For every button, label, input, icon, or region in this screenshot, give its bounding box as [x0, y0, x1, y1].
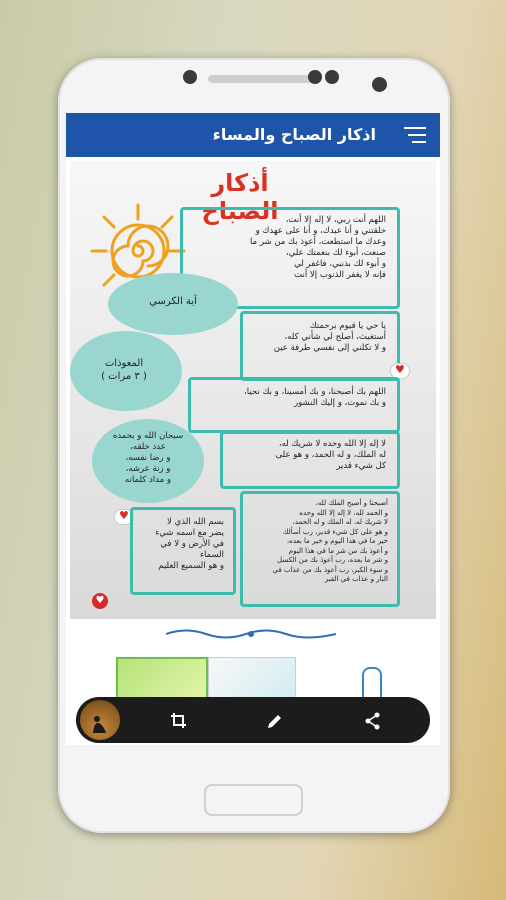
share-icon[interactable]	[364, 712, 382, 730]
dhikr-text-2: يا حي يا قيوم برحمتك أستغيث، أصلح لي شأني كله، و لا تكلني إلى نفسي طرفة عين	[273, 321, 386, 353]
poster-title: أذكار الصباح	[201, 169, 279, 225]
phone-speaker	[208, 75, 320, 83]
dhikr-text-1: اللهم أنت ربي، لا إله إلا أنت، خلقتني و أنا عبدك، و أنا على عهدك و وعدك ما استطعت، أعوذ بك من شر ما صنعت، أبوء لك بنعمتك علي، و أبوء لك بذنبي، فاغفر لي فإنه لا يغفر الذنوب إلا أنت	[249, 215, 386, 280]
dhikr-text-4: لا إله إلا الله وحده لا شريك له، له الملك، و له الحمد، و هو على كل شيء قدير	[275, 439, 386, 471]
ornament-divider	[166, 627, 336, 641]
dhikr-text-6: أصبحنا و أصبح الملك لله، و الحمد لله، لا إله إلا الله وحده لا شريك له، له الملك و له الحمد، و هو على كل شيء قدير، رب أسألك خير ما في هذا اليوم و خير ما بعده، و أعوذ بك من شر ما في هذا اليوم و شر ما بعده، رب أعوذ بك من الكسل و سوء الكبر، رب أعوذ بك من عذاب في النار و عذاب في القبر	[272, 499, 388, 583]
phone-camera	[183, 70, 197, 84]
app-screen	[66, 113, 440, 745]
dhikr-text-5: بسم الله الذي لا يضر مع اسمه شيء في الأرض و لا في السماء و هو السميع العليم	[155, 517, 224, 571]
favorite-heart-icon[interactable]: ♥	[390, 363, 410, 379]
dhikr-text-3: اللهم بك أصبحنا، و بك أمسينا، و بك نحيا، و بك نموت، و إليك النشور	[244, 387, 386, 408]
content-area	[66, 157, 440, 745]
phone-sensor-2	[325, 70, 339, 84]
tasbih-label: سبحان الله و بحمده عدد خلقه، و رضا نفسه، و زنة عرشه، و مداد كلماته	[112, 431, 184, 485]
app-bar	[66, 113, 440, 157]
crop-icon[interactable]	[170, 712, 188, 730]
praying-figure-icon	[80, 700, 120, 740]
ayat-kursi-label: آية الكرسي	[149, 296, 197, 307]
heart-button[interactable]: ♥	[92, 593, 108, 609]
menu-icon[interactable]	[404, 127, 426, 143]
edit-icon[interactable]	[266, 712, 284, 730]
favorite-heart-icon-2[interactable]: ♥	[114, 509, 134, 525]
phone-sensor	[308, 70, 322, 84]
home-button[interactable]	[204, 784, 303, 816]
app-title: اذكار الصباح والمساء	[212, 125, 376, 144]
adhkar-poster-image	[70, 161, 436, 619]
muawwidhat-label: المعوذات ( ٣ مرات )	[101, 358, 147, 382]
avatar[interactable]	[80, 700, 120, 740]
phone-front-camera	[372, 77, 387, 92]
